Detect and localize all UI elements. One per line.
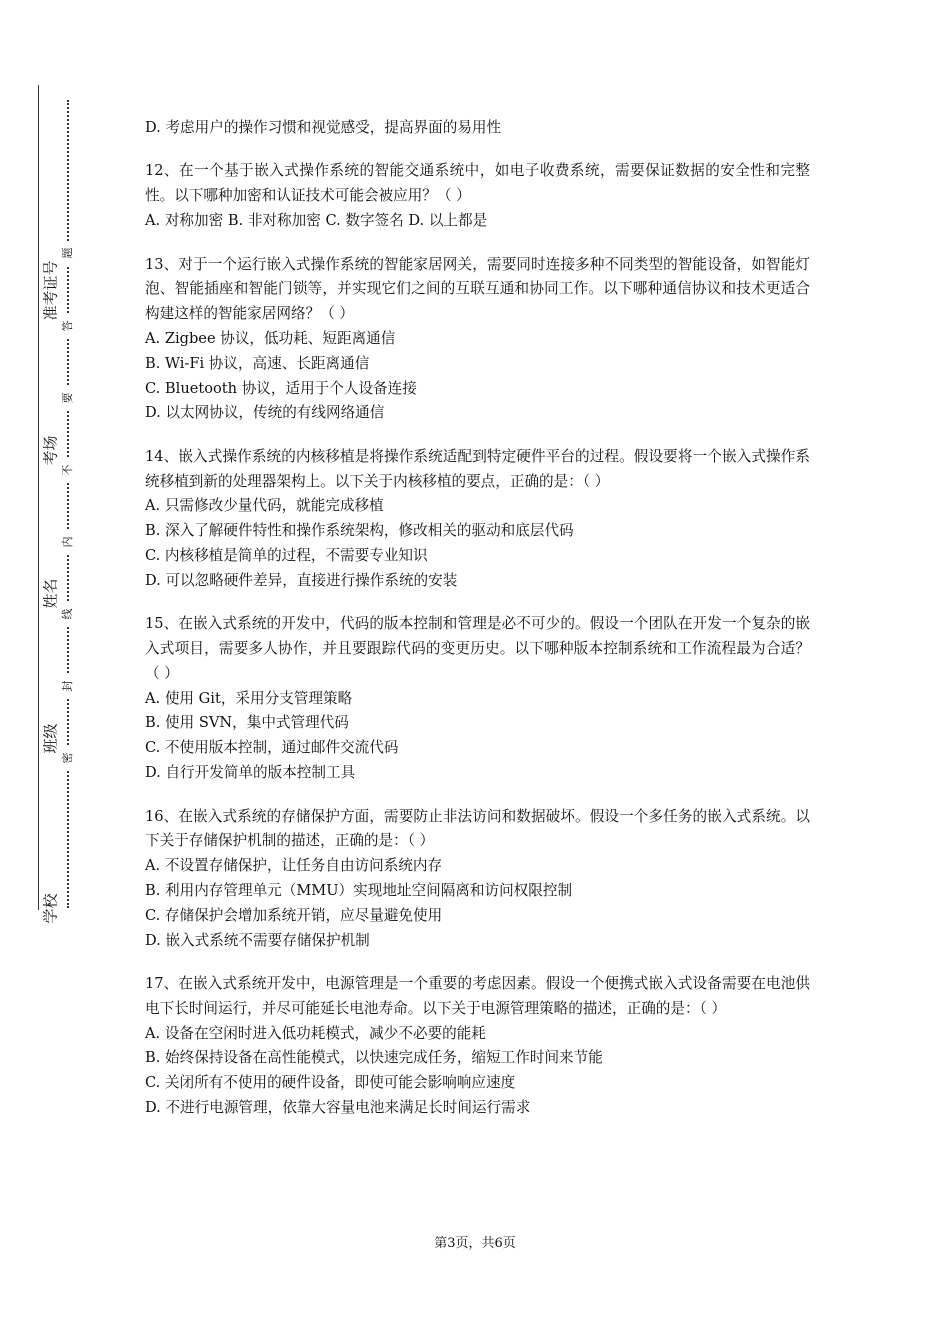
seal-char: 密 — [59, 746, 75, 770]
question-stem: 16、在嵌入式系统的存储保护方面，需要防止非法访问和数据破坏。假设一个多任务的嵌入式系统。以下关于存储保护机制的描述，正确的是：（ ） — [145, 807, 810, 850]
seal-char: 答 — [59, 314, 75, 338]
option: A. 对称加密 B. 非对称加密 C. 数字签名 D. 以上都是 — [145, 212, 488, 230]
option-b: B. 利用内存管理单元（MMU）实现地址空间隔离和访问权限控制 — [145, 881, 573, 899]
page-number: 第3页，共6页 — [434, 1236, 516, 1251]
option-b: B. 始终保持设备在高性能模式，以快速完成任务，缩短工作时间来节能 — [145, 1049, 603, 1067]
option-d: D. 不进行电源管理，依靠大容量电池来满足长时间运行需求 — [145, 1099, 531, 1117]
option-c: C. Bluetooth 协议，适用于个人设备连接 — [145, 379, 417, 397]
option-b: B. Wi-Fi 协议，高速、长距离通信 — [145, 354, 370, 372]
question-16 — [145, 805, 810, 954]
seal-char: 封 — [59, 674, 75, 698]
field-label-name: 姓名 — [41, 578, 60, 609]
option-a: A. 设备在空闲时进入低功耗模式，减少不必要的能耗 — [145, 1024, 486, 1042]
binding-line — [38, 85, 39, 910]
question-stem: 14、嵌入式操作系统的内核移植是将操作系统适配到特定硬件平台的过程。假设要将一个嵌入式操作系统移植到新的处理器架构上。以下关于内核移植的要点，正确的是：（ ） — [145, 447, 810, 490]
question-stem: 15、在嵌入式系统的开发中，代码的版本控制和管理是必不可少的。假设一个团队在开发一个复杂的嵌入式项目，需要多人协作，并且要跟踪代码的变更历史。以下哪种版本控制系统和工作流程最为合适？（ ） — [145, 615, 810, 682]
field-label-room: 考场 — [41, 435, 60, 466]
question-14 — [145, 445, 810, 594]
field-label-class: 班级 — [41, 723, 60, 754]
option-c: C. 存储保护会增加系统开销，应尽量避免使用 — [145, 906, 443, 924]
question-stem: 13、对于一个运行嵌入式操作系统的智能家居网关，需要同时连接多种不同类型的智能设备，如智能灯泡、智能插座和智能门锁等，并实现它们之间的互联互通和协同工作。以下哪种通信协议和技术更适合构建这样的智能家居网络？（ ） — [145, 255, 810, 323]
seal-char: 要 — [59, 386, 75, 410]
question-15 — [145, 612, 810, 786]
question-12 — [145, 159, 810, 233]
question-stem: 17、在嵌入式系统开发中，电源管理是一个重要的考虑因素。假设一个便携式嵌入式设备需要在电池供电下长时间运行，并尽可能延长电池寿命。以下关于电源管理策略的描述，正确的是：（ ） — [145, 975, 810, 1017]
field-label-school: 学校 — [41, 893, 60, 924]
option-d: D. 以太网协议，传统的有线网络通信 — [145, 404, 385, 422]
seal-char: 题 — [59, 241, 75, 265]
option-a: A. Zigbee 协议，低功耗、短距离通信 — [145, 329, 396, 347]
option-c: C. 内核移植是简单的过程，不需要专业知识 — [145, 547, 428, 565]
option-d: D. 自行开发简单的版本控制工具 — [145, 764, 356, 782]
option-c: C. 关闭所有不使用的硬件设备，即使可能会影响响应速度 — [145, 1074, 516, 1092]
option-a: A. 只需修改少量代码，就能完成移植 — [145, 497, 384, 515]
seal-char: 不 — [59, 458, 75, 482]
option-d: D. 嵌入式系统不需要存储保护机制 — [145, 931, 370, 949]
question-13 — [145, 253, 810, 427]
question-stem: 12、在一个基于嵌入式操作系统的智能交通系统中，如电子收费系统，需要保证数据的安全性和完整性。以下哪种加密和认证技术可能会被应用？（ ） — [145, 162, 810, 205]
question-11-tail — [145, 116, 810, 141]
option-a: A. 使用 Git，采用分支管理策略 — [145, 689, 353, 707]
question-list — [145, 116, 810, 1140]
seal-char: 线 — [59, 602, 75, 626]
field-label-exam-id: 准考证号 — [41, 260, 60, 321]
option-b: B. 深入了解硬件特性和操作系统架构，修改相关的驱动和底层代码 — [145, 522, 574, 540]
option-c: C. 不使用版本控制，通过邮件交流代码 — [145, 739, 399, 757]
question-17 — [145, 972, 810, 1121]
option-a: A. 不设置存储保护，让任务自由访问系统内存 — [145, 857, 443, 875]
option-d: D. 可以忽略硬件差异，直接进行操作系统的安装 — [145, 571, 458, 589]
option: D. 考虑用户的操作习惯和视觉感受，提高界面的易用性 — [145, 119, 502, 136]
seal-char: 内 — [59, 530, 75, 554]
option-b: B. 使用 SVN，集中式管理代码 — [145, 714, 349, 732]
seal-line — [67, 100, 69, 908]
